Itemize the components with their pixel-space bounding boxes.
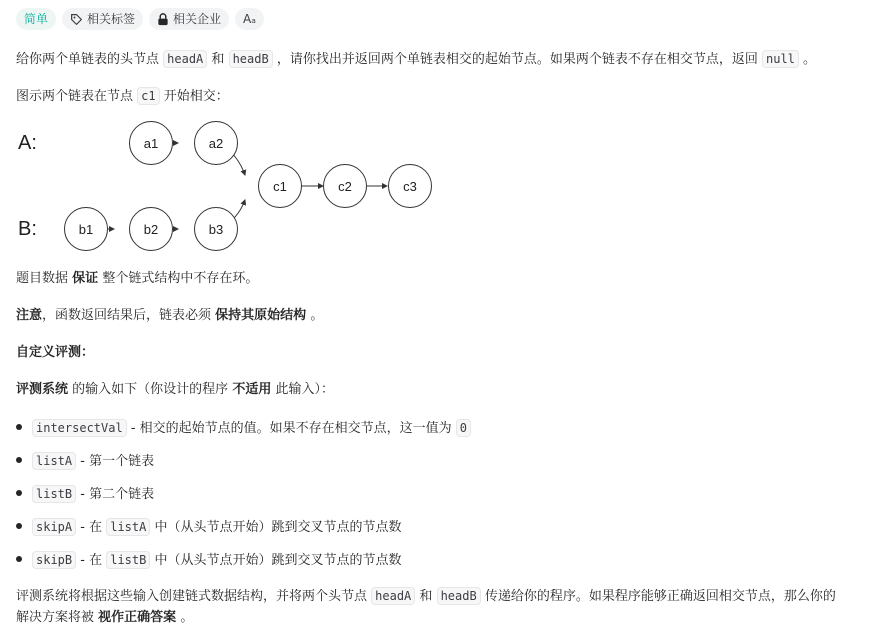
custom-judge-heading: 自定义评测：	[16, 345, 95, 360]
footer-bold: 视作正确答案	[98, 610, 177, 625]
code-skipb: skipB	[32, 551, 76, 569]
note-text	[16, 306, 323, 326]
statement-text: ，请你找出并返回两个单链表相交的起始节点。如果两个链表不存在相交节点，返回	[276, 52, 758, 67]
font-toggle-icon: Aₐ	[243, 12, 256, 26]
lock-icon	[157, 13, 169, 26]
judge-intro	[16, 380, 334, 400]
related-tags-button[interactable]	[62, 8, 143, 30]
bullet-text: - 第一个链表	[76, 454, 155, 469]
node-a2-label: a2	[208, 136, 224, 151]
related-companies-label: 相关企业	[173, 12, 222, 26]
node-b1-label: b1	[78, 222, 94, 237]
list-item	[16, 546, 471, 579]
tag-bar	[16, 8, 264, 30]
bullet-text: 中（从头节点开始）跳到交叉节点的节点数	[150, 520, 402, 535]
judge-system-bold: 评测系统	[16, 382, 69, 397]
note-emphasis: 保持其原始结构	[215, 308, 307, 323]
related-companies-button[interactable]	[149, 8, 229, 30]
judge-intro-end: 此输入）：	[275, 382, 334, 397]
note-end: 。	[310, 308, 324, 323]
judge-intro-text: 的输入如下（你设计的程序	[72, 382, 229, 397]
font-toggle-button[interactable]	[235, 8, 264, 30]
code-null: null	[762, 50, 799, 68]
guarantee-bold: 保证	[72, 271, 99, 286]
diagram-caption	[16, 86, 229, 107]
judge-input-list	[16, 414, 471, 579]
code-heada: headA	[371, 587, 415, 605]
footer-text: 解决方案将被	[16, 610, 95, 625]
guarantee-text	[16, 269, 258, 289]
node-b3-label: b3	[208, 222, 224, 237]
bullet-text: - 在	[76, 520, 107, 535]
judge-not-apply-bold: 不适用	[232, 382, 272, 397]
footer-text: 评测系统将根据这些输入创建链式数据结构，并将两个头节点	[16, 589, 368, 604]
problem-statement	[16, 49, 816, 70]
code-headb: headB	[437, 587, 481, 605]
code-lista: listA	[106, 518, 150, 536]
difficulty-badge[interactable]	[16, 8, 56, 30]
note-label: 注意	[16, 308, 43, 323]
footer-line-1	[16, 586, 836, 607]
difficulty-label: 简单	[24, 12, 49, 26]
list-item	[16, 447, 471, 480]
list-b-label: B:	[18, 218, 37, 240]
caption-text: 开始相交：	[163, 89, 229, 104]
bullet-text: - 相交的起始节点的值。如果不存在相交节点，这一值为	[126, 421, 456, 436]
bullet-text: 中（从头节点开始）跳到交叉节点的节点数	[150, 553, 402, 568]
node-a1-label: a1	[143, 136, 159, 151]
node-c2-label: c2	[338, 179, 352, 194]
bullet-text: - 在	[76, 553, 107, 568]
tag-icon	[70, 13, 83, 26]
code-intersectval: intersectVal	[32, 419, 127, 437]
footer-text: 传递给你的程序。如果程序能够正确返回相交节点，那么你的	[484, 589, 836, 604]
note-body: ，函数返回结果后，链表必须	[42, 308, 212, 323]
statement-text: 和	[211, 52, 225, 67]
node-b2-label: b2	[143, 222, 159, 237]
related-tags-label: 相关标签	[87, 12, 136, 26]
code-listb: listB	[106, 551, 150, 569]
footer-end: 。	[180, 610, 194, 625]
node-c1-label: c1	[273, 179, 287, 194]
footer-line-2	[16, 608, 193, 628]
node-c3-label: c3	[403, 179, 417, 194]
list-item	[16, 513, 471, 546]
guarantee-prefix: 题目数据	[16, 271, 69, 286]
footer-text: 和	[419, 589, 433, 604]
statement-text: 给你两个单链表的头节点	[16, 52, 160, 67]
statement-text: 。	[803, 52, 817, 67]
linked-list-diagram	[18, 115, 448, 260]
list-a-label: A:	[18, 132, 37, 154]
code-headb: headB	[229, 50, 273, 68]
code-listb: listB	[32, 485, 76, 503]
guarantee-suffix: 整个链式结构中不存在环。	[102, 271, 259, 286]
caption-text: 图示两个链表在节点	[16, 89, 134, 104]
code-c1: c1	[137, 87, 159, 105]
custom-judge-title	[16, 343, 94, 363]
list-item	[16, 414, 471, 447]
bullet-text: - 第二个链表	[76, 487, 155, 502]
code-heada: headA	[163, 50, 207, 68]
list-item	[16, 480, 471, 513]
code-skipa: skipA	[32, 518, 76, 536]
code-zero: 0	[456, 419, 471, 437]
code-lista: listA	[32, 452, 76, 470]
